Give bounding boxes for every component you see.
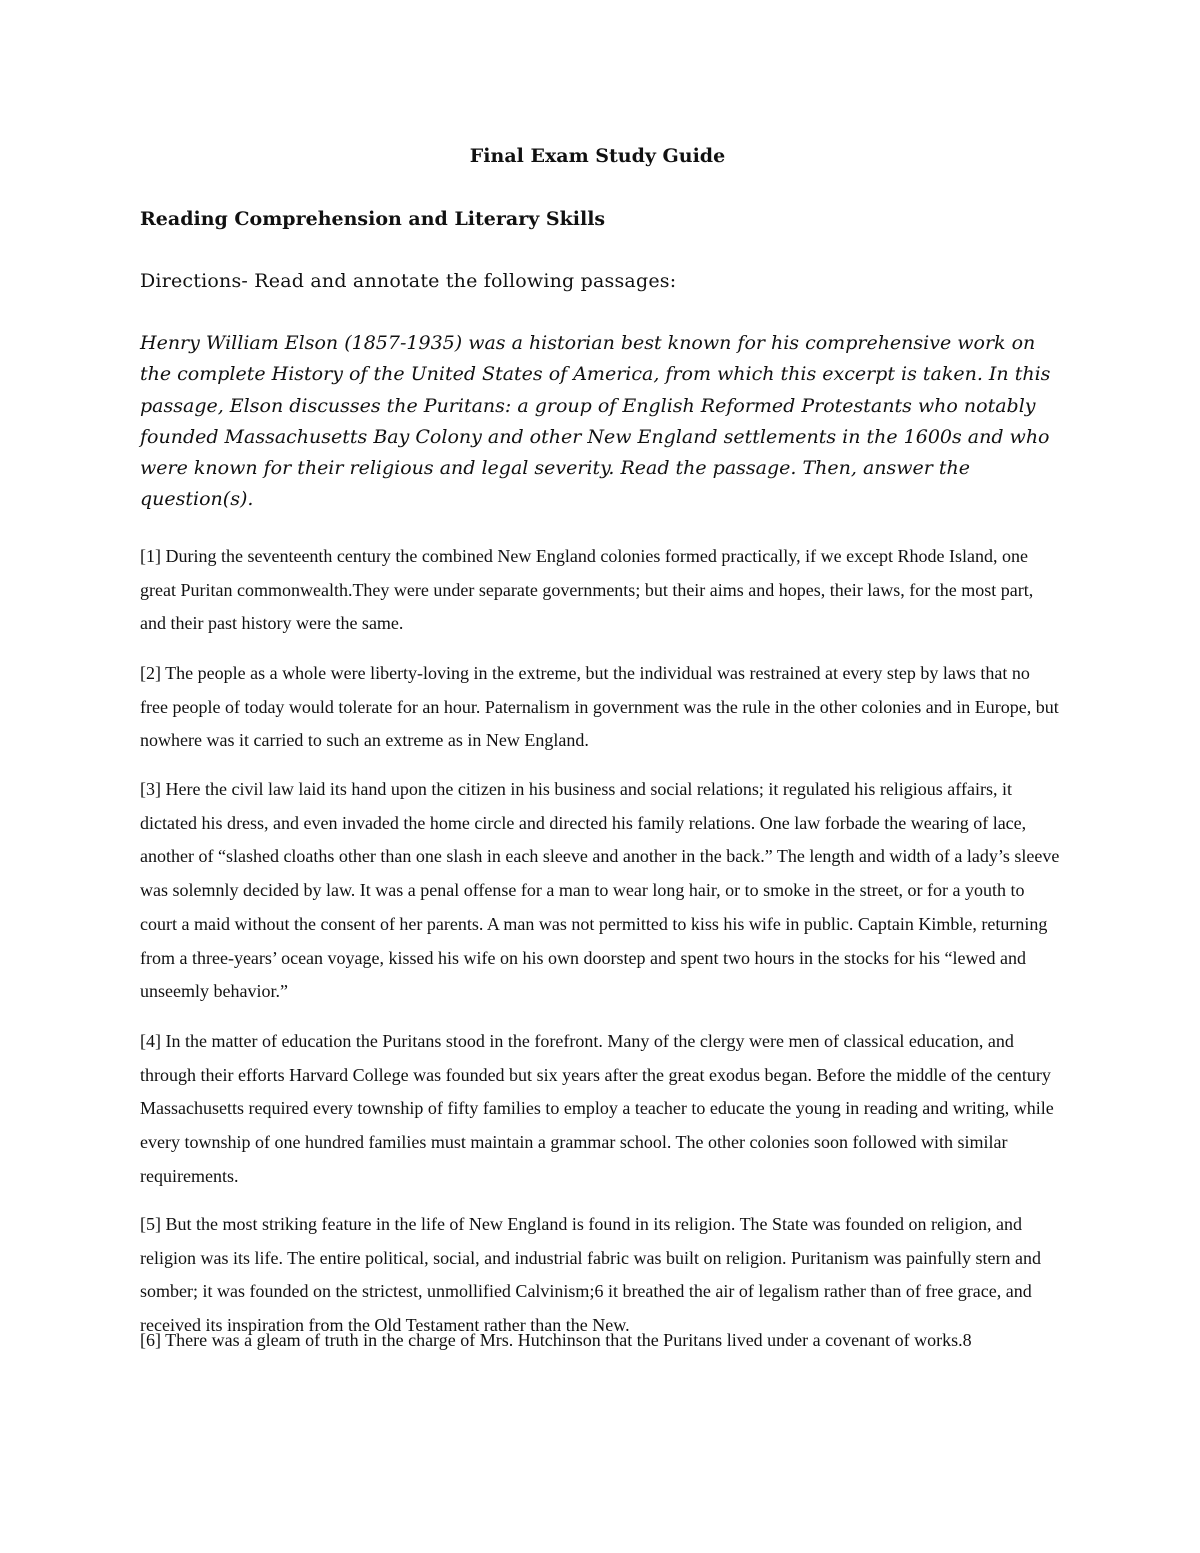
page-title: Final Exam Study Guide <box>469 145 726 167</box>
directions-text: Directions- Read and annotate the following passages: <box>140 270 677 292</box>
passage-paragraph-3: [3] Here the civil law laid its hand upon the citizen in his business and social relations; it regulated his religious affairs, it dictated his dress, and even invaded the home circle and directed his family relations. One law forbade the wearing of lace, another of “slashed cloaths other than one slash in each sleeve and another in the back.” The length and width of a lady’s sleeve was solemnly decided by law. It was a penal offense for a man to wear long hair, or to smoke in the street, or for a youth to court a maid without the consent of her parents. A man was not permitted to kiss his wife in public. Captain Kimble, returning from a three-years’ ocean voyage, kissed his wife on his own doorstep and spent two hours in the stocks for his “lewed and unseemly behavior.” <box>140 779 1060 1002</box>
passage-paragraph-1: [1] During the seventeenth century the combined New England colonies formed practically, if we except Rhode Island, one great Puritan commonwealth.They were under separate governments; but their aims and hopes, their laws, for the most part, and their past history were the same. <box>140 546 1034 634</box>
passage-paragraph-4: [4] In the matter of education the Puritans stood in the forefront. Many of the clergy were men of classical education, and through their efforts Harvard College was founded but six years after the great exodus began. Before the middle of the century Massachusetts required every township of fifty families to employ a teacher to educate the young in reading and writing, while every township of one hundred families must maintain a grammar school. The other colonies soon followed with similar requirements. <box>140 1031 1054 1186</box>
passage-paragraph-5: [5] But the most striking feature in the life of New England is found in its religion. The State was founded on religion, and religion was its life. The entire political, social, and industrial fabric was built on religion. Puritanism was painfully stern and somber; it was founded on the strictest, unmollified Calvinism;6 it breathed the air of legalism rather than of free grace, and received its inspiration from the Old Testament rather than the New. <box>140 1214 1041 1336</box>
passage-paragraph-2: [2] The people as a whole were liberty-loving in the extreme, but the individual was restrained at every step by laws that no free people of today would tolerate for an hour. Paternalism in government was the rule in the other colonies and in Europe, but nowhere was it carried to such an extreme as in New England. <box>140 663 1059 751</box>
passage-paragraph-6: [6] There was a gleam of truth in the charge of Mrs. Hutchinson that the Puritans lived under a covenant of works.8 <box>140 1330 972 1350</box>
passage-intro: Henry William Elson (1857-1935) was a historian best known for his comprehensive work on the complete History of the United States of America, from which this excerpt is taken. In this passage, Elson discusses the Puritans: a group of English Reformed Protestants who notably founded Massachusetts Bay Colony and other New England settlements in the 1600s and who were known for their religious and legal severity. Read the passage. Then, answer the question(s). <box>140 332 1051 511</box>
section-heading: Reading Comprehension and Literary Skills <box>140 208 606 230</box>
